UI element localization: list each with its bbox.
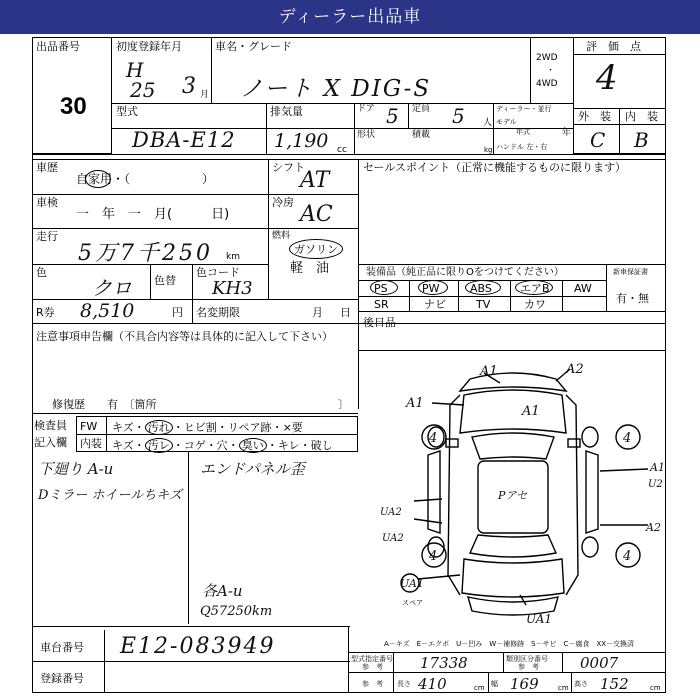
entry-label: 記入欄 <box>34 436 67 449</box>
exterior-value: C <box>590 128 606 152</box>
history-circle <box>85 170 111 188</box>
legend: A－キズ E－エクボ U－凹み W－補修跡 S－サビ C－腐食 XX－交換済 <box>384 640 635 648</box>
diagram-hood <box>460 390 566 433</box>
diag-wheel-rl: 4 <box>429 549 438 564</box>
note-line-2: Dミラー ホイールちキズ <box>38 488 183 503</box>
first-reg-month-unit: 月 <box>200 90 210 100</box>
note-line-4: 各A-u <box>202 582 243 600</box>
length-unit: cm <box>474 684 485 692</box>
new-warranty-options: 有・無 <box>616 292 649 305</box>
diagram-left-mirror <box>446 439 458 447</box>
diag-wheel-rr: 4 <box>623 549 632 564</box>
shift-label: シフト <box>272 161 305 174</box>
notes-split <box>188 452 189 624</box>
score-underline <box>573 54 666 55</box>
name-change-day: 日 <box>340 306 351 319</box>
exterior-label: 外 装 <box>578 110 611 123</box>
equip-row2-top <box>358 296 606 297</box>
chassis-no-value: E12-083949 <box>120 634 276 659</box>
notes-label: 注意事項申告欄（不具合内容等は具体的に記入して下さい） <box>36 330 333 343</box>
model-type-value: DBA-E12 <box>132 128 236 152</box>
diag-hood-a1: A1 <box>522 404 540 419</box>
recycle-line <box>32 323 666 324</box>
category-label: 類別区分番号 <box>506 655 548 663</box>
diag-roof: Pアセ <box>498 489 528 502</box>
sep-warranty <box>606 264 607 311</box>
inspector-label: 検査員 <box>34 419 67 432</box>
int-item-torn: 破し <box>310 439 333 452</box>
new-warranty-label: 新車保証書 <box>613 268 648 276</box>
inspection-value: 一 年 一 月( 日) <box>76 207 230 222</box>
diagram-right-side <box>566 395 578 595</box>
fw-item-needed: ×要 <box>282 421 303 434</box>
equip-leather: カワ <box>524 298 546 311</box>
equip-pw-circle <box>418 280 448 295</box>
interior-row-head: 内装 <box>80 437 102 450</box>
fuel-circle <box>289 239 343 259</box>
spec-col-1 <box>393 652 394 693</box>
int-item-smell: 臭い <box>239 438 267 453</box>
diagram-rear-hatch <box>462 559 564 597</box>
inspection-label: 車検 <box>36 196 58 209</box>
shift-value: AT <box>300 168 330 193</box>
capacity-unit: 人 <box>483 118 493 128</box>
interior-row-items <box>112 437 333 453</box>
fuel-label: 燃料 <box>272 231 291 241</box>
note-line-3: エンドパネル歪 <box>200 460 305 478</box>
diag-wheel-fl: 4 <box>429 431 438 446</box>
height-label: 高さ <box>574 680 588 688</box>
equipment-top <box>358 264 666 265</box>
sep-color-change <box>150 264 151 299</box>
equip-ps: PS <box>374 282 388 295</box>
repair-label: 修復歴 有 〔箇所 <box>52 398 157 411</box>
int-sep: ・ <box>299 439 311 452</box>
length-label: 長さ <box>397 680 411 688</box>
sep-displacement <box>266 103 267 154</box>
recycle-label: R券 <box>36 306 55 319</box>
score-value: 4 <box>596 58 618 98</box>
spec-col-3 <box>562 652 563 672</box>
mileage-unit: km <box>226 252 240 262</box>
sep-color-code <box>192 264 193 299</box>
sep-firstreg <box>211 37 212 103</box>
category-value: 0007 <box>580 654 619 672</box>
cooler-value: AC <box>300 202 333 227</box>
first-reg-year: 25 <box>130 78 156 102</box>
fw-item-repair: リペア跡 <box>227 421 272 434</box>
rear-seat-label: 後日品 <box>363 316 396 329</box>
model-year-label-2: 年式 <box>516 128 530 136</box>
diag-left-ua2b: UA2 <box>382 533 404 544</box>
type-designation-ref: 参 考 <box>362 663 383 671</box>
equip-airbag-circle <box>515 280 553 295</box>
equip-ps-circle <box>370 280 398 295</box>
equip-aw: AW <box>574 282 592 295</box>
first-reg-month: 3 <box>182 74 196 99</box>
int-sep: ・ <box>133 439 145 452</box>
diag-left-ua2: UA2 <box>380 507 402 518</box>
equip-abs: ABS <box>470 282 492 295</box>
name-change-month: 月 <box>312 306 323 319</box>
int-sep: ・ <box>266 439 278 452</box>
model-type-label: 型式 <box>116 105 138 118</box>
sep-2wd <box>530 37 531 103</box>
diag-wheel-fr: 4 <box>623 431 632 446</box>
load-unit: kg <box>484 146 493 154</box>
history-label: 車歴 <box>36 161 58 174</box>
drive-dot: ・ <box>546 66 556 76</box>
diagram-leader <box>600 469 648 471</box>
score-label: 評 価 点 <box>586 40 641 53</box>
diag-spare-label: スペア <box>402 599 423 607</box>
spec-col-2 <box>503 652 504 672</box>
color-value: クロ <box>92 276 132 300</box>
height-unit: cm <box>650 684 661 692</box>
page-title: ディーラー出品車 <box>278 7 422 27</box>
width-unit: cm <box>558 684 569 692</box>
fw-item-scratch: キズ <box>112 421 134 434</box>
int-item-dirt: 汚レ <box>145 438 173 453</box>
displacement-label: 排気量 <box>270 105 303 118</box>
equip-abs-circle <box>465 280 501 295</box>
model-year-label-1: モデル <box>496 118 517 126</box>
fw-head: FW <box>80 420 98 433</box>
recycle-unit: 円 <box>172 306 183 319</box>
fuel-option-gas: ガソリン <box>294 243 338 256</box>
equip-sr: SR <box>374 298 389 311</box>
height-value: 152 <box>600 675 629 693</box>
fuel-option-diesel: 軽 油 <box>290 261 330 276</box>
fw-sep: ・ <box>133 421 145 434</box>
diag-right-a1: A1 <box>650 461 665 474</box>
mid-column-right <box>358 159 359 409</box>
shape-label: 形状 <box>357 130 376 140</box>
equip-pw: PW <box>422 282 440 295</box>
history-line <box>32 194 358 195</box>
diag-rear-ua1: UA1 <box>400 577 424 590</box>
mileage-value: 5万7千250 <box>78 241 213 266</box>
note-line-1: 下廻り A-u <box>38 460 114 478</box>
equipment-label: 装備品（純正品に限りOをつけてください） <box>366 267 564 278</box>
mid-column-split <box>268 159 269 299</box>
color-code-label: 色コード <box>196 266 240 279</box>
interior-label: 内 装 <box>625 110 658 123</box>
history-options: 自家用・（ ） <box>76 172 215 186</box>
sep-dealer <box>493 103 494 154</box>
mileage-label: 走行 <box>36 230 58 243</box>
capacity-label: 定員 <box>412 104 431 114</box>
diagram-leader <box>432 403 464 405</box>
load-label: 積載 <box>412 130 431 140</box>
type-designation-label: 型式指定番号 <box>351 655 393 663</box>
drive-2wd: 2WD <box>536 53 558 63</box>
diagram-left-side <box>448 395 460 595</box>
score-split <box>619 108 620 154</box>
chassis-no-label: 車台番号 <box>40 641 84 654</box>
handle-label: ハンドル 左・右 <box>496 143 548 151</box>
diag-right-u2: U2 <box>648 479 663 490</box>
rear-seat-bottom <box>358 350 666 351</box>
interior-value: B <box>634 128 649 152</box>
int-sep: ・ <box>227 439 239 452</box>
diag-top-a2: A2 <box>566 362 584 377</box>
lot-number-label: 出品番号 <box>36 40 80 53</box>
int-item-cut: キレ <box>277 439 300 452</box>
size-col-1 <box>488 672 489 693</box>
diagram-leader <box>418 575 460 579</box>
color-change-label: 色替 <box>154 274 176 287</box>
color-label: 色 <box>36 266 47 279</box>
name-change-label: 名変期限 <box>196 306 240 319</box>
width-label: 幅 <box>491 680 498 688</box>
fw-item-dirt: 汚れ <box>145 420 173 435</box>
diagram-leader <box>414 499 442 501</box>
diagram-right-rear-arch <box>582 537 598 557</box>
model-year-unit: 年 <box>562 128 572 138</box>
doors-label: ドア <box>357 104 375 114</box>
sep-name-change <box>192 299 193 323</box>
diagram-right-mirror <box>568 439 580 447</box>
car-damage-diagram <box>360 355 666 630</box>
equip-col-1 <box>409 280 410 311</box>
fw-items <box>112 419 303 435</box>
diagram-rear-window <box>470 535 556 557</box>
row3-top <box>32 154 666 155</box>
recycle-value: 8,510 <box>80 300 135 322</box>
bottom-section-top <box>32 626 350 627</box>
color-code-value: KH3 <box>212 278 253 299</box>
diag-bottom-ua1: UA1 <box>526 612 553 626</box>
fw-head-sep <box>106 416 107 452</box>
row3-divider <box>32 159 666 160</box>
length-value: 410 <box>418 675 447 693</box>
inspection-line <box>32 228 358 229</box>
diagram-right-front-arch <box>582 427 598 447</box>
first-reg-era: H <box>126 58 144 82</box>
equip-airbag: エアB <box>520 282 550 295</box>
car-grade-value: ノート X DIG-S <box>240 76 432 102</box>
diagram-right-panel <box>586 451 598 533</box>
diag-front-left-a1: A1 <box>406 396 424 411</box>
chassis-bottom <box>32 661 350 662</box>
first-reg-label: 初度登録年月 <box>116 40 182 53</box>
cc-unit: cc <box>337 145 347 155</box>
equip-col-4 <box>562 280 563 311</box>
equip-col-3 <box>510 280 511 311</box>
car-grade-label: 車名・グレード <box>215 40 292 53</box>
diag-top-a1: A1 <box>480 364 498 379</box>
displacement-value: 1,190 <box>274 130 329 152</box>
fw-sep: ・ <box>271 421 283 434</box>
note-line-5: Q57250km <box>200 604 273 619</box>
row1-divider <box>112 103 574 104</box>
equip-navi: ナビ <box>424 298 446 311</box>
size-ref-label: 参 考 <box>362 680 383 688</box>
header-bar <box>0 0 700 34</box>
sep-doors <box>354 103 355 154</box>
diagram-windshield <box>472 433 554 459</box>
int-sep: ・ <box>172 439 184 452</box>
int-item-burn: コゲ <box>183 439 206 452</box>
equip-col-2 <box>458 280 459 311</box>
diag-right-a2: A2 <box>646 521 661 534</box>
int-item-scratch: キズ <box>112 439 134 452</box>
size-col-2 <box>571 672 572 693</box>
diagram-front-bumper <box>460 373 566 391</box>
width-value: 169 <box>510 675 539 693</box>
category-ref: 参 考 <box>518 663 539 671</box>
drive-4wd: 4WD <box>536 79 558 89</box>
equip-tv: TV <box>476 298 491 311</box>
dealer-label: ディーラー・並行 <box>496 105 552 113</box>
fw-sep: ・ <box>216 421 228 434</box>
capacity-value: 5 <box>452 104 465 128</box>
int-item-hole: 穴 <box>216 439 228 452</box>
repair-end: 〕 <box>338 398 349 411</box>
sales-point-label: セールスポイント（正常に機能するものに限ります） <box>363 161 627 174</box>
fw-sep: ・ <box>172 421 184 434</box>
reg-no-label: 登録番号 <box>40 672 84 685</box>
int-sep: ・ <box>205 439 217 452</box>
score-low-line <box>573 124 666 125</box>
equip-bottom <box>358 311 666 312</box>
lot-number-value: 30 <box>60 93 87 120</box>
sep-capacity <box>408 103 409 129</box>
spec-table-mid <box>348 672 666 673</box>
cooler-label: 冷房 <box>272 196 294 209</box>
fw-item-crack: ヒビ割 <box>183 421 217 434</box>
doors-value: 5 <box>386 104 399 128</box>
notes-bottom <box>32 413 358 414</box>
type-designation-value: 17338 <box>420 654 468 672</box>
